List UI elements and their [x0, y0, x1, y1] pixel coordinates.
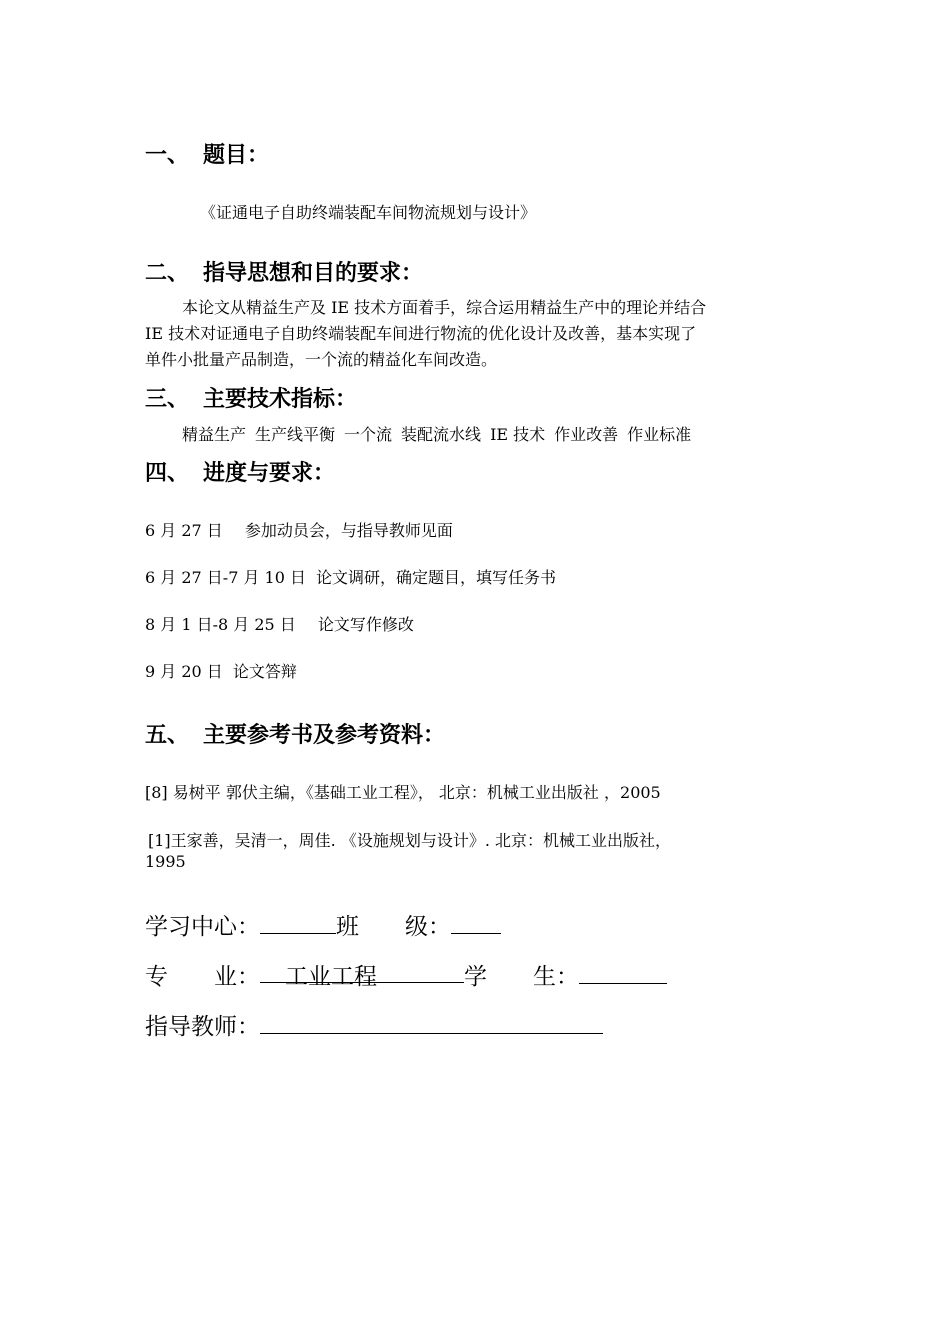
- section-number: 一、: [145, 143, 190, 168]
- section-schedule-heading: [145, 456, 335, 487]
- section-references-heading: [145, 718, 445, 749]
- section-number: 二、: [145, 261, 190, 286]
- schedule-task: 论文调研，确定题目，填写任务书: [316, 568, 557, 587]
- keyword: 装配流水线: [401, 425, 482, 444]
- major-row: [145, 958, 667, 991]
- section-number: 五、: [145, 723, 190, 748]
- section-title: 指导思想和目的要求：: [203, 261, 424, 286]
- keyword: 精益生产: [182, 425, 247, 444]
- section-topic-heading: [145, 138, 269, 169]
- guidance-line: 本论文从精益生产及 IE 技术方面着手，综合运用精益生产中的理论并结合: [182, 298, 707, 317]
- major-value: 工业工程: [285, 964, 377, 990]
- section-guidance-heading: [145, 256, 423, 287]
- section-title: 题目：: [203, 143, 270, 168]
- keyword: 作业改善: [554, 425, 619, 444]
- schedule-task: 论文答辩: [232, 662, 297, 681]
- reference-item: [1]王家善，吴清一，周佳. 《设施规划与设计》. 北京：机械工业出版社，: [148, 831, 672, 850]
- reference-item-continued: 1995: [145, 852, 186, 871]
- schedule-item: [145, 565, 556, 588]
- schedule-date: 6 月 27 日-7 月 10 日: [145, 568, 307, 587]
- schedule-date: 8 月 1 日-8 月 25 日: [145, 615, 296, 634]
- keyword: IE 技术: [490, 425, 546, 444]
- study-center-field[interactable]: [260, 909, 336, 934]
- section-title: 进度与要求：: [203, 461, 336, 486]
- reference-item: [8] 易树平 郭伏主编，《基础工业工程》， 北京：机械工业出版社 ，2005: [145, 783, 661, 802]
- section-number: 三、: [145, 387, 190, 412]
- schedule-task: 论文写作修改: [317, 615, 414, 634]
- keyword: 生产线平衡: [255, 425, 336, 444]
- major-label: 专 业：: [145, 964, 260, 990]
- keywords-line: [182, 422, 700, 445]
- topic-text: 《证通电子自助终端装配车间物流规划与设计》: [200, 203, 537, 222]
- keyword: 作业标准: [627, 425, 692, 444]
- advisor-field[interactable]: [260, 1009, 603, 1034]
- guidance-line: 单件小批量产品制造，一个流的精益化车间改造。: [145, 350, 498, 369]
- section-title: 主要技术指标：: [203, 387, 358, 412]
- schedule-item: [145, 612, 414, 635]
- schedule-task: 参加动员会，与指导教师见面: [244, 521, 453, 540]
- advisor-row: [145, 1008, 603, 1041]
- student-label: 学 生：: [464, 964, 579, 990]
- advisor-label: 指导教师：: [145, 1014, 260, 1040]
- schedule-item: [145, 518, 453, 541]
- schedule-date: 6 月 27 日: [145, 521, 223, 540]
- schedule-item: [145, 659, 297, 682]
- section-title: 主要参考书及参考资料：: [203, 723, 446, 748]
- study-center-row: [145, 908, 501, 941]
- keyword: 一个流: [344, 425, 393, 444]
- major-field[interactable]: [260, 958, 464, 990]
- student-field[interactable]: [579, 959, 667, 984]
- guidance-line: IE 技术对证通电子自助终端装配车间进行物流的优化设计及改善，基本实现了: [145, 324, 697, 343]
- study-center-label: 学习中心：: [145, 914, 260, 940]
- class-label: 班 级：: [336, 914, 451, 940]
- section-number: 四、: [145, 461, 190, 486]
- schedule-date: 9 月 20 日: [145, 662, 223, 681]
- class-field[interactable]: [451, 909, 501, 934]
- section-indicators-heading: [145, 382, 357, 413]
